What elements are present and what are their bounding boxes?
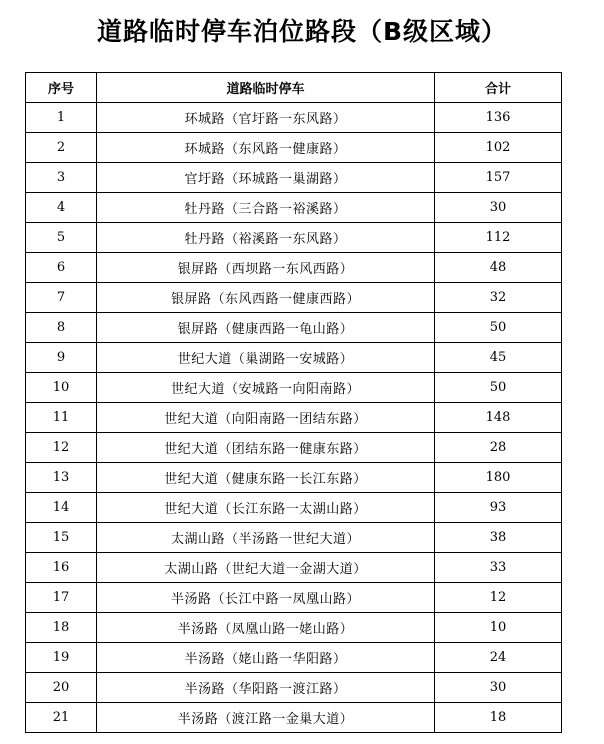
road-section-cell: 世纪大道（巢湖路一安城路） xyxy=(97,343,435,373)
serial-number-cell: 15 xyxy=(26,523,97,553)
road-section-cell: 世纪大道（团结东路一健康东路） xyxy=(97,433,435,463)
road-section-cell: 世纪大道（健康东路一长江东路） xyxy=(97,463,435,493)
serial-number-cell: 9 xyxy=(26,343,97,373)
serial-number-cell: 8 xyxy=(26,313,97,343)
table-row xyxy=(26,253,562,283)
serial-number-cell: 17 xyxy=(26,583,97,613)
header-total: 合计 xyxy=(435,73,562,103)
total-cell: 50 xyxy=(435,373,562,403)
road-section-cell: 银屏路（西坝路一东风西路） xyxy=(97,253,435,283)
road-section-cell: 半汤路（华阳路一渡江路） xyxy=(97,673,435,703)
serial-number-cell: 7 xyxy=(26,283,97,313)
total-cell: 10 xyxy=(435,613,562,643)
serial-number-cell: 11 xyxy=(26,403,97,433)
serial-number-cell: 5 xyxy=(26,223,97,253)
road-section-cell: 牡丹路（三合路一裕溪路） xyxy=(97,193,435,223)
road-section-cell: 半汤路（姥山路一华阳路） xyxy=(97,643,435,673)
road-section-cell: 银屏路（东风西路一健康西路） xyxy=(97,283,435,313)
table-row xyxy=(26,613,562,643)
serial-number-cell: 2 xyxy=(26,133,97,163)
table-row xyxy=(26,673,562,703)
serial-number-cell: 3 xyxy=(26,163,97,193)
total-cell: 180 xyxy=(435,463,562,493)
serial-number-cell: 13 xyxy=(26,463,97,493)
total-cell: 93 xyxy=(435,493,562,523)
table-row xyxy=(26,523,562,553)
serial-number-cell: 21 xyxy=(26,703,97,733)
road-section-cell: 官圩路（环城路一巢湖路） xyxy=(97,163,435,193)
page-title: 道路临时停车泊位路段（B级区域） xyxy=(96,17,508,46)
table-row xyxy=(26,343,562,373)
table-header-row xyxy=(26,73,562,103)
total-cell: 136 xyxy=(435,103,562,133)
road-section-cell: 半汤路（长江中路一凤凰山路） xyxy=(97,583,435,613)
table-row xyxy=(26,373,562,403)
table-row xyxy=(26,433,562,463)
total-cell: 30 xyxy=(435,193,562,223)
serial-number-cell: 19 xyxy=(26,643,97,673)
serial-number-cell: 12 xyxy=(26,433,97,463)
serial-number-cell: 20 xyxy=(26,673,97,703)
table-row xyxy=(26,553,562,583)
road-section-cell: 世纪大道（安城路一向阳南路） xyxy=(97,373,435,403)
table-row xyxy=(26,133,562,163)
total-cell: 28 xyxy=(435,433,562,463)
road-section-cell: 环城路（官圩路一东风路） xyxy=(97,103,435,133)
total-cell: 18 xyxy=(435,703,562,733)
total-cell: 148 xyxy=(435,403,562,433)
road-section-cell: 半汤路（凤凰山路一姥山路） xyxy=(97,613,435,643)
table-row xyxy=(26,313,562,343)
road-section-cell: 太湖山路（世纪大道一金湖大道） xyxy=(97,553,435,583)
table-row xyxy=(26,223,562,253)
road-section-cell: 太湖山路（半汤路一世纪大道） xyxy=(97,523,435,553)
road-section-cell: 世纪大道（长江东路一太湖山路） xyxy=(97,493,435,523)
total-cell: 33 xyxy=(435,553,562,583)
table-row xyxy=(26,283,562,313)
road-section-cell: 环城路（东风路一健康路） xyxy=(97,133,435,163)
table-row xyxy=(26,163,562,193)
total-cell: 50 xyxy=(435,313,562,343)
total-cell: 12 xyxy=(435,583,562,613)
serial-number-cell: 16 xyxy=(26,553,97,583)
total-cell: 157 xyxy=(435,163,562,193)
total-cell: 48 xyxy=(435,253,562,283)
serial-number-cell: 1 xyxy=(26,103,97,133)
serial-number-cell: 6 xyxy=(26,253,97,283)
total-cell: 102 xyxy=(435,133,562,163)
table-row xyxy=(26,193,562,223)
serial-number-cell: 14 xyxy=(26,493,97,523)
total-cell: 32 xyxy=(435,283,562,313)
serial-number-cell: 18 xyxy=(26,613,97,643)
header-serial-number: 序号 xyxy=(26,73,97,103)
total-cell: 38 xyxy=(435,523,562,553)
table-row xyxy=(26,703,562,733)
parking-table xyxy=(25,72,562,733)
road-section-cell: 半汤路（渡江路一金巢大道） xyxy=(97,703,435,733)
total-cell: 24 xyxy=(435,643,562,673)
table-row xyxy=(26,643,562,673)
header-road-section: 道路临时停车 xyxy=(97,73,435,103)
table-row xyxy=(26,493,562,523)
table-row xyxy=(26,103,562,133)
road-section-cell: 牡丹路（裕溪路一东风路） xyxy=(97,223,435,253)
serial-number-cell: 10 xyxy=(26,373,97,403)
serial-number-cell: 4 xyxy=(26,193,97,223)
table-row xyxy=(26,403,562,433)
total-cell: 30 xyxy=(435,673,562,703)
road-section-cell: 世纪大道（向阳南路一团结东路） xyxy=(97,403,435,433)
table-row xyxy=(26,583,562,613)
total-cell: 45 xyxy=(435,343,562,373)
table-row xyxy=(26,463,562,493)
total-cell: 112 xyxy=(435,223,562,253)
road-section-cell: 银屏路（健康西路一龟山路） xyxy=(97,313,435,343)
